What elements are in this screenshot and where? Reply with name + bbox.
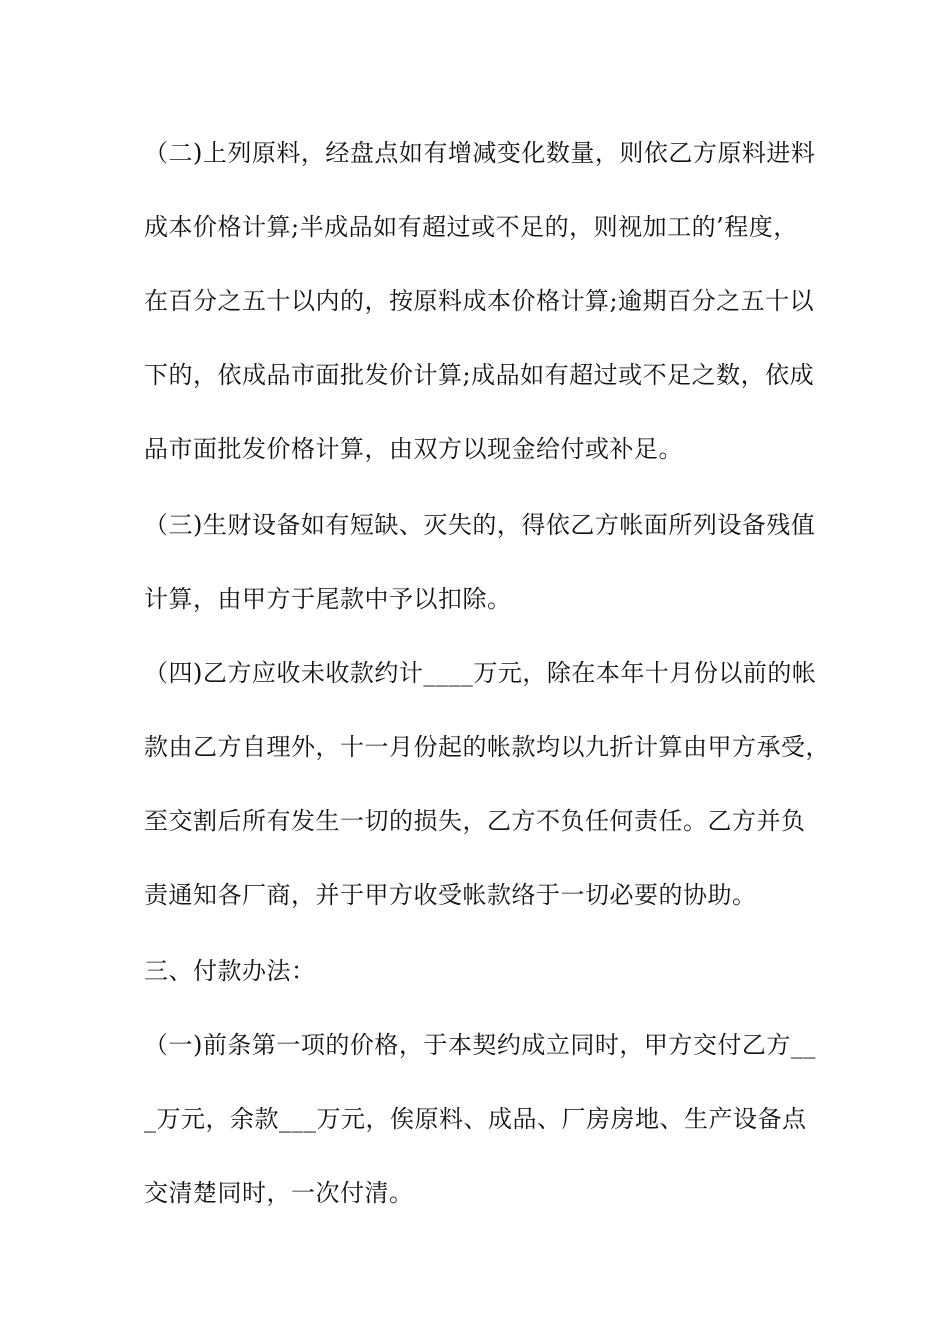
text-line: （四)乙方应收未收款约计____万元，除在本年十月份以前的帐: [144, 659, 817, 687]
text-line: _万元，余款___万元，俟原料、成品、厂房房地、生产设备点: [144, 1105, 807, 1133]
text-line: 至交割后所有发生一切的损失，乙方不负任何责任。乙方并负: [144, 807, 806, 835]
text-line: 交清楚同时，一次付清。: [144, 1179, 414, 1207]
text-line: 品市面批发价格计算，由双方以现金给付或补足。: [144, 435, 683, 463]
text-line: 计算，由甲方于尾款中予以扣除。: [144, 585, 512, 613]
section-heading: 三、付款办法：: [144, 957, 316, 985]
text-line: 责通知各厂商，并于甲方收受帐款络于一切必要的协助。: [144, 881, 757, 909]
text-line: 在百分之五十以内的，按原料成本价格计算;逾期百分之五十以: [144, 287, 815, 315]
text-line: （二)上列原料，经盘点如有增减变化数量，则依乙方原料进料: [144, 139, 816, 167]
text-line: 下的，依成品市面批发价计算;成品如有超过或不足之数，依成: [144, 361, 815, 389]
text-line: （一)前条第一项的价格，于本契约成立同时，甲方交付乙方__: [144, 1031, 816, 1059]
text-line: 款由乙方自理外，十一月份起的帐款均以九折计算由甲方承受，: [144, 733, 830, 761]
text-line: 成本价格计算;半成品如有超过或不足的，则视加工的’程度，: [144, 213, 798, 241]
text-line: （三)生财设备如有短缺、灭失的，得依乙方帐面所列设备残值: [144, 511, 816, 539]
